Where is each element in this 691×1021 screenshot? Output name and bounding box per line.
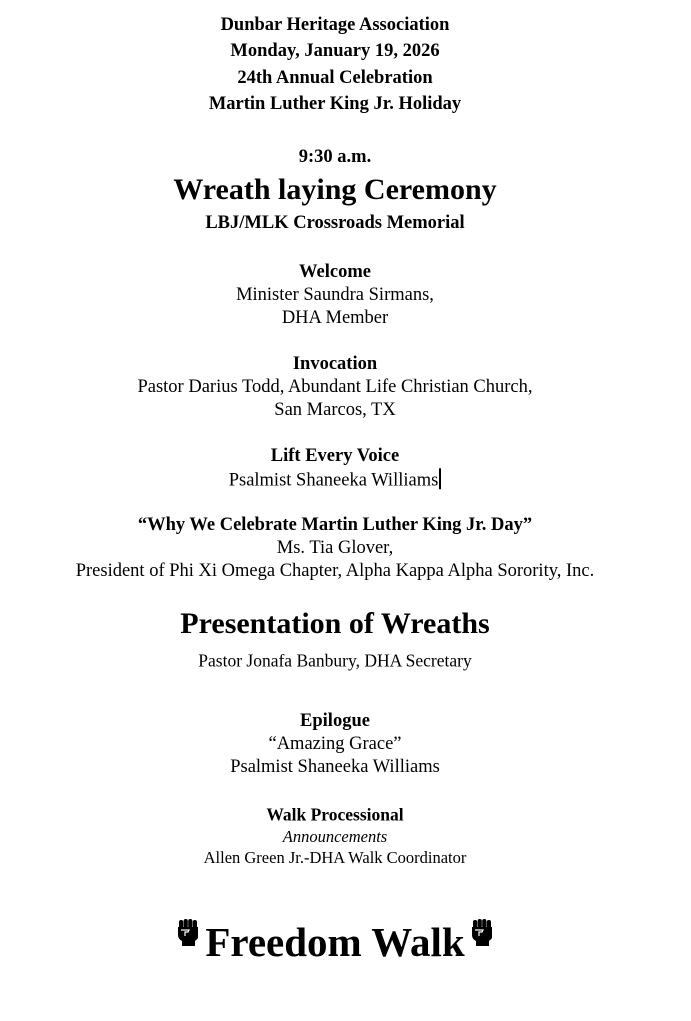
celebration-title: 24th Annual Celebration [237, 67, 433, 88]
freedom-walk-title-line [0, 919, 670, 963]
ceremony-time: 9:30 a.m. [298, 146, 372, 167]
why-we-celebrate-heading: “Why We Celebrate Martin Luther King Jr. Day” [137, 514, 533, 535]
raised-fist-icon [471, 919, 493, 946]
invocation-location: San Marcos, TX [274, 399, 396, 420]
text-cursor [439, 468, 441, 489]
presentation-speaker: Pastor Jonafa Banbury, DHA Secretary [198, 650, 472, 671]
lift-every-voice-performer-line[interactable] [0, 468, 670, 490]
presentation-heading: Presentation of Wreaths [180, 607, 490, 640]
announcements-label: Announcements [282, 826, 388, 846]
walk-coordinator: Allen Green Jr.-DHA Walk Coordinator [203, 847, 467, 867]
lift-every-voice-heading: Lift Every Voice [270, 445, 400, 466]
holiday-title: Martin Luther King Jr. Holiday [208, 93, 462, 114]
lift-every-voice-performer[interactable]: Psalmist Shaneeka Williams [228, 470, 439, 491]
invocation-heading: Invocation [292, 353, 378, 374]
ceremony-location: LBJ/MLK Crossroads Memorial [205, 212, 465, 233]
epilogue-performer: Psalmist Shaneeka Williams [230, 756, 440, 777]
raised-fist-icon [177, 919, 199, 946]
ceremony-title: Wreath laying Ceremony [173, 173, 497, 206]
why-we-celebrate-speaker-title: President of Phi Xi Omega Chapter, Alpha Kappa Alpha Sorority, Inc. [75, 560, 595, 581]
welcome-heading: Welcome [299, 261, 371, 282]
why-we-celebrate-speaker: Ms. Tia Glover, [276, 537, 394, 558]
event-date: Monday, January 19, 2026 [230, 40, 440, 61]
welcome-speaker: Minister Saundra Sirmans, [236, 284, 434, 305]
invocation-speaker: Pastor Darius Todd, Abundant Life Christian Church, [137, 376, 533, 397]
epilogue-heading: Epilogue [300, 710, 370, 731]
epilogue-song: “Amazing Grace” [268, 733, 402, 754]
welcome-speaker-role: DHA Member [281, 307, 389, 328]
walk-processional-heading: Walk Processional [266, 804, 404, 825]
organization-name: Dunbar Heritage Association [220, 14, 450, 35]
freedom-walk-title: Freedom Walk [205, 919, 465, 965]
